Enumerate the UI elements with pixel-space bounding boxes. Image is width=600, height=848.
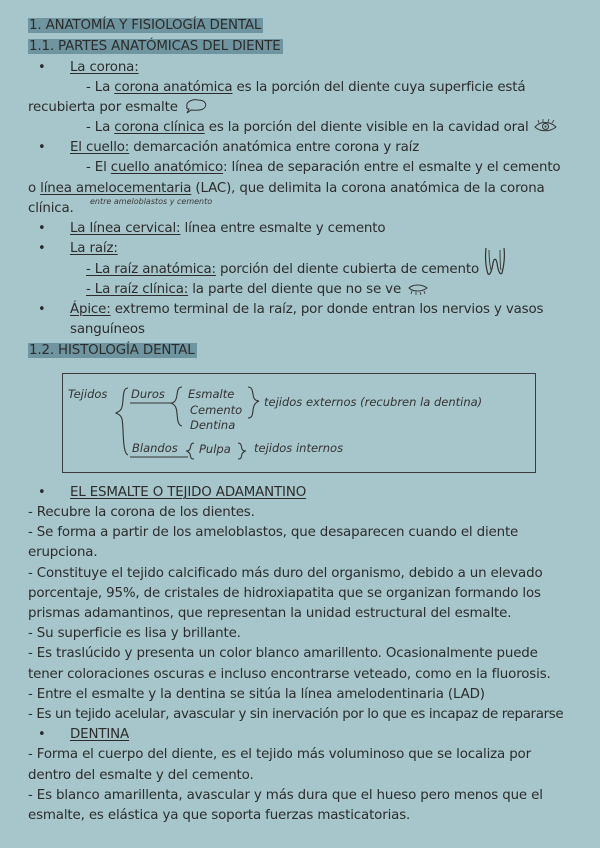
heading-1-1: 1.1. PARTES ANATÓMICAS DEL DIENTE [29, 39, 281, 54]
esmalte-line: - Recubre la corona de los dientes. [28, 505, 255, 520]
esmalte-title: EL ESMALTE O TEJIDO ADAMANTINO [70, 485, 307, 500]
raiz-clinica-line: - La raíz clínica: la parte del diente que no se ve [86, 282, 402, 297]
esmalte-line: - Su superficie es lisa y brillante. [28, 626, 241, 641]
heading-1-2: 1.2. HISTOLOGÍA DENTAL [29, 343, 195, 358]
cuello-title-line: El cuello: demarcación anatómica entre corona y raíz [70, 140, 420, 155]
dentina-line: - Forma el cuerpo del diente, es el tejido más voluminoso que se localiza por [28, 747, 531, 762]
diagram-esmalte: Esmalte [188, 387, 235, 401]
esmalte-line: - Se forma a partir de los ameloblastos, que desaparecen cuando el diente [28, 525, 519, 540]
dentina-line: - Es blanco amarillenta, avascular y más dura que el hueso pero menos que el [28, 788, 543, 803]
diagram-cemento: Cemento [190, 403, 243, 417]
esmalte-line: prismas adamantinos, que representan la unidad estructural del esmalte. [28, 606, 512, 621]
dentina-line: dentro del esmalte y del cemento. [28, 768, 254, 783]
speech-bubble-icon [184, 98, 208, 114]
heading-1: 1. ANATOMÍA Y FISIOLOGÍA DENTAL [29, 18, 262, 33]
esmalte-line: porcentaje, 95%, de cristales de hidroxiapatita que se organizan formando los [28, 586, 541, 601]
esmalte-line: - Es un tejido acelular, avascular y sin inervación por lo que es incapaz de repararse [28, 707, 564, 722]
diagram-pulpa: Pulpa [199, 442, 231, 456]
bullet: • [38, 140, 46, 155]
diagram-internos: tejidos internos [254, 441, 344, 455]
diagram-externos: tejidos externos (recubren la dentina) [264, 395, 483, 409]
cuello-lac-line: o línea amelocementaria (LAC), que delimita la corona anatómica de la corona [28, 181, 545, 196]
apice-line: Ápice: extremo terminal de la raíz, por donde entran los nervios y vasos [70, 302, 544, 317]
esmalte-line: - Es traslúcido y presenta un color blanco amarillento. Ocasionalmente puede [28, 646, 538, 661]
esmalte-line: - Constituye el tejido calcificado más duro del organismo, debido a un elevado [28, 566, 543, 581]
corona-anatomica-cont: recubierta por esmalte [28, 100, 178, 115]
corona-clinica-line: - La corona clínica es la porción del diente visible en la cavidad oral [86, 120, 529, 135]
bullet: • [38, 221, 46, 236]
corona-anatomica-line: - La corona anatómica es la porción del diente cuya superficie está [86, 80, 526, 95]
bullet: • [38, 485, 46, 500]
esmalte-line: erupciona. [28, 545, 98, 560]
raiz-title: La raíz: [70, 241, 118, 256]
handwritten-note: entre ameloblastos y cemento [90, 197, 213, 206]
esmalte-line: - Entre el esmalte y la dentina se sitúa la línea amelodentinaria (LAD) [28, 687, 485, 702]
tooth-root-icon [483, 246, 509, 278]
diagram-tejidos: Tejidos [68, 387, 108, 401]
diagram-dentina: Dentina [190, 418, 236, 432]
eye-icon [533, 119, 559, 135]
esmalte-line: tener coloraciones oscuras e incluso encontrarse veteado, como en la fluorosis. [28, 667, 551, 682]
dentina-line: esmalte, es elástica ya que soporta fuerzas masticatorias. [28, 808, 411, 823]
corona-title: La corona: [70, 60, 139, 75]
diagram-blandos: Blandos [132, 441, 178, 455]
bullet: • [38, 727, 46, 742]
cuello-clinica-line: clínica. [28, 201, 74, 216]
bullet: • [38, 60, 46, 75]
bullet: • [38, 241, 46, 256]
closed-eye-icon [407, 282, 429, 296]
cuello-anatomico-line: - El cuello anatómico: línea de separación entre el esmalte y el cemento [86, 160, 561, 175]
diagram-duros: Duros [131, 387, 165, 401]
bullet: • [38, 302, 46, 317]
cervical-line: La línea cervical: línea entre esmalte y cemento [70, 221, 386, 236]
apice-cont: sanguíneos [70, 322, 145, 337]
raiz-anatomica-line: - La raíz anatómica: porción del diente cubierta de cemento [86, 262, 479, 277]
dentina-title: DENTINA [70, 727, 130, 742]
